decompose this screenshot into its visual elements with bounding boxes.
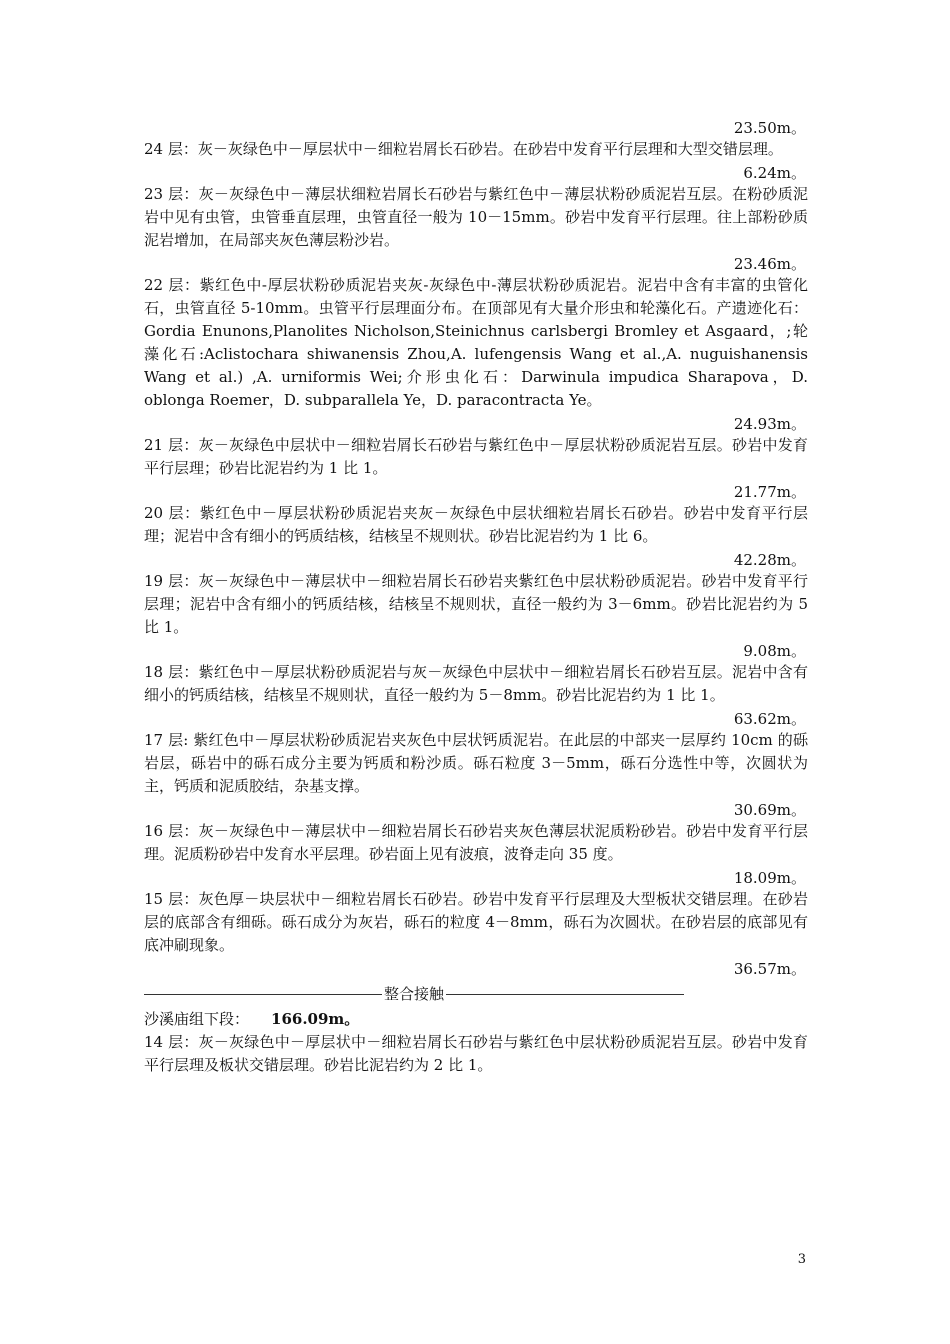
contact-label: 整合接触 [384, 985, 445, 1003]
layer-thickness: 18.09m。 [733, 869, 806, 887]
layer-thickness: 23.46m。 [733, 255, 806, 273]
divider-rule-left [144, 994, 382, 995]
layer-description: 19 层：灰－灰绿色中－薄层状中－细粒岩屑长石砂岩夹紫红色中层状粉砂质泥岩。砂岩中发育平行层理；泥岩中含有细小的钙质结核，结核呈不规则状，直径一般约为 3－6mm。砂岩比泥岩约为 5 比 1。 [144, 572, 808, 636]
layer-thickness: 23.50m。 [733, 119, 806, 137]
layer-thickness: 36.57m。 [733, 960, 806, 978]
layer-description: 18 层：紫红色中－厚层状粉砂质泥岩与灰－灰绿色中层状中－细粒岩屑长石砂岩互层。泥岩中含有细小的钙质结核，结核呈不规则状，直径一般约为 5－8mm。砂岩比泥岩约为 1 比 1。 [144, 663, 808, 704]
layer-description: 14 层：灰－灰绿色中－厚层状中－细粒岩屑长石砂岩与紫红色中层状粉砂质泥岩互层。砂岩中发育平行层理及板状交错层理。砂岩比泥岩约为 2 比 1。 [144, 1033, 808, 1074]
subtotal-label: 沙溪庙组下段： [144, 1010, 250, 1028]
formation-subtotal [144, 1007, 808, 1031]
layer-descriptions [144, 118, 808, 979]
layer-thickness: 30.69m。 [733, 801, 806, 819]
layer-description: 17 层: 紫红色中－厚层状粉砂质泥岩夹灰色中层状钙质泥岩。在此层的中部夹一层厚约 10cm 的砾岩层，砾岩中的砾石成分主要为钙质和粉沙质。砾石粒度 3－5mm，砾石分选性中等，次圆状为主，钙质和泥质胶结，杂基支撑。 [144, 731, 808, 795]
divider-rule-right [446, 994, 684, 995]
layer-thickness: 42.28m。 [733, 551, 806, 569]
layer-thickness: 6.24m。 [743, 164, 806, 182]
layer-thickness: 21.77m。 [733, 483, 806, 501]
layer-description: 23 层：灰－灰绿色中－薄层状细粒岩屑长石砂岩与紫红色中－薄层状粉砂质泥岩互层。在粉砂质泥岩中见有虫管，虫管垂直层理，虫管直径一般为 10－15mm。砂岩中发育平行层理。往上部粉砂质泥岩增加，在局部夹灰色薄层粉沙岩。 [144, 185, 808, 249]
layer-description: 21 层：灰－灰绿色中层状中－细粒岩屑长石砂岩与紫红色中－厚层状粉砂质泥岩互层。砂岩中发育平行层理；砂岩比泥岩约为 1 比 1。 [144, 436, 808, 477]
layer-description: 15 层：灰色厚－块层状中－细粒岩屑长石砂岩。砂岩中发育平行层理及大型板状交错层理。在砂岩层的底部含有细砾。砾石成分为灰岩，砾石的粒度 4－8mm，砾石为次圆状。在砂岩层的底部见有底冲刷现象。 [144, 890, 808, 954]
layer-description: 22 层：紫红色中-厚层状粉砂质泥岩夹灰-灰绿色中-薄层状粉砂质泥岩。泥岩中含有丰富的虫管化石，虫管直径 5-10mm。虫管平行层理面分布。在顶部见有大量介形虫和轮藻化石。产遗迹化石：Gordia Enunons,Planolites Nicholson,Steinichnus carlsbergi Bromley et Asgaard，;轮藻化石:Aclistochara shiwanensis Zhou,A. lufengensis Wang et al.,A. nuguishanensis Wang et al.) ,A. urniformis Wei;介形虫化石：Darwinula impudica Sharapova，D. oblonga Roemer，D. subparallela Ye，D. paracontracta Ye。 [144, 276, 808, 409]
page-number: 3 [797, 1252, 806, 1267]
contact-divider [144, 983, 684, 1005]
layer-thickness: 9.08m。 [743, 642, 806, 660]
layer-description: 16 层：灰－灰绿色中－薄层状中－细粒岩屑长石砂岩夹灰色薄层状泥质粉砂岩。砂岩中发育平行层理。泥质粉砂岩中发育水平层理。砂岩面上见有波痕，波脊走向 35 度。 [144, 822, 808, 863]
layer-thickness: 63.62m。 [733, 710, 806, 728]
layer-thickness: 24.93m。 [733, 415, 806, 433]
subtotal-value: 166.09m。 [271, 1010, 360, 1028]
layer-description: 20 层：紫红色中－厚层状粉砂质泥岩夹灰－灰绿色中层状细粒岩屑长石砂岩。砂岩中发育平行层理；泥岩中含有细小的钙质结核，结核呈不规则状。砂岩比泥岩约为 1 比 6。 [144, 504, 808, 545]
document-body [144, 118, 808, 1079]
layer-description: 24 层：灰－灰绿色中－厚层状中－细粒岩屑长石砂岩。在砂岩中发育平行层理和大型交错层理。 [144, 140, 783, 158]
